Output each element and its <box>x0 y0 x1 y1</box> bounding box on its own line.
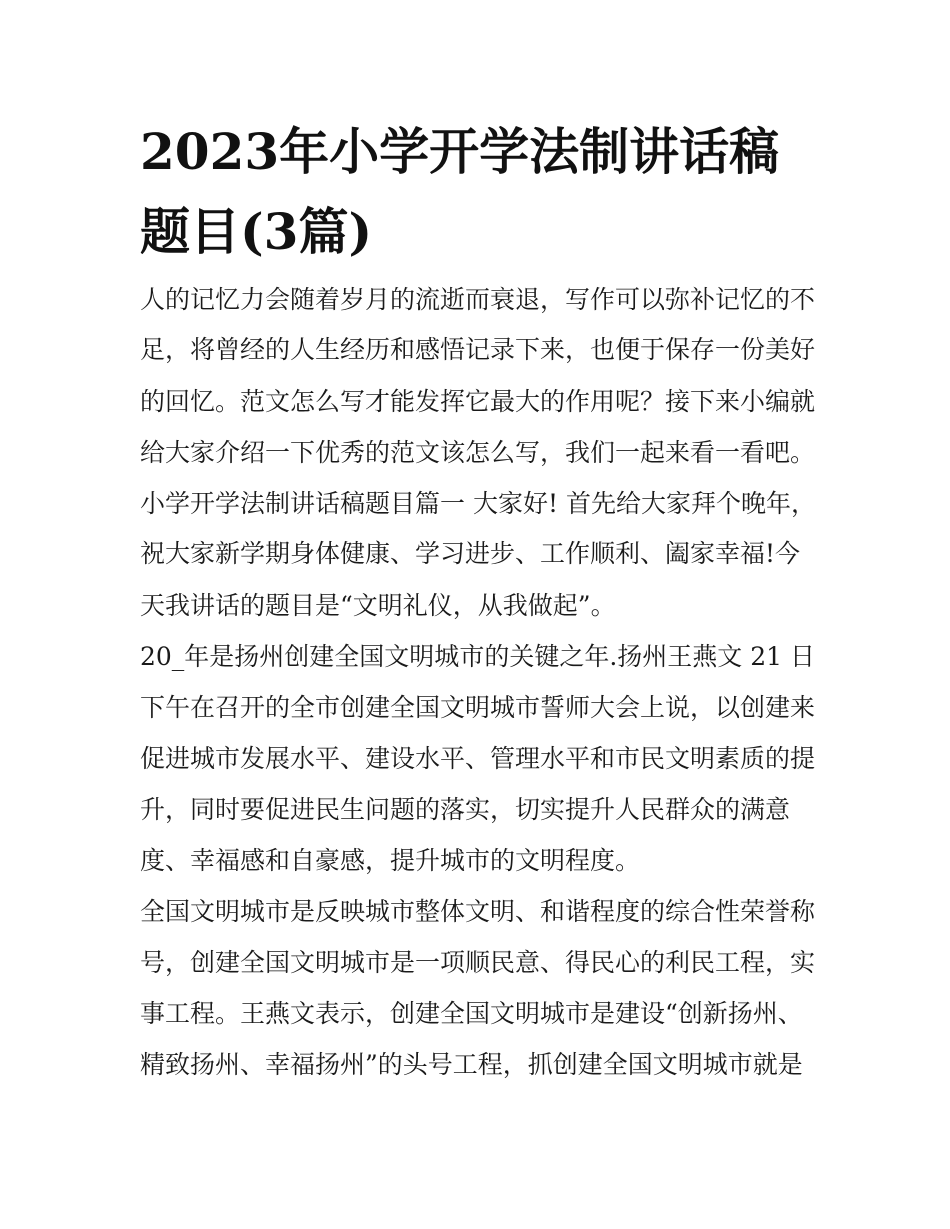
body-text-line: 小学开学法制讲话稿题目篇一 大家好! 首先给大家拜个晚年， <box>140 489 816 518</box>
body-text-line: 的回忆。范文怎么写才能发挥它最大的作用呢？接下来小编就 <box>140 387 816 416</box>
body-text-line: 天我讲话的题目是“文明礼仪，从我做起”。 <box>140 591 616 620</box>
body-text-line: 促进城市发展水平、建设水平、管理水平和市民文明素质的提 <box>140 744 816 773</box>
body-text-line: 下午在召开的全市创建全国文明城市誓师大会上说，以创建来 <box>140 693 816 722</box>
body-text-line: 升，同时要促进民生问题的落实，切实提升人民群众的满意 <box>140 795 791 824</box>
body-text-line: 给大家介绍一下优秀的范文该怎么写，我们一起来看一看吧。 <box>140 438 816 467</box>
body-text-line: 全国文明城市是反映城市整体文明、和谐程度的综合性荣誉称 <box>140 897 816 926</box>
body-text-line: 足，将曾经的人生经历和感悟记录下来，也便于保存一份美好 <box>140 335 816 364</box>
body-text-line: 事工程。王燕文表示，创建全国文明城市是建设“创新扬州、 <box>140 999 803 1028</box>
body-text-line: 精致扬州、幸福扬州”的头号工程，抓创建全国文明城市就是 <box>140 1050 803 1079</box>
body-text-line: 祝大家新学期身体健康、学习进步、工作顺利、阖家幸福!今 <box>140 539 801 568</box>
document-title: 2023年小学开学法制讲话稿题目(3篇) <box>140 122 780 261</box>
body-text-line: 度、幸福感和自豪感，提升城市的文明程度。 <box>140 846 641 875</box>
body-text-line: 20_年是扬州创建全国文明城市的关键之年.扬州王燕文 21 日 <box>140 642 815 671</box>
body-text-line: 号，创建全国文明城市是一项顺民意、得民心的利民工程，实 <box>140 948 816 977</box>
body-text-line: 人的记忆力会随着岁月的流逝而衰退，写作可以弥补记忆的不 <box>140 285 816 314</box>
